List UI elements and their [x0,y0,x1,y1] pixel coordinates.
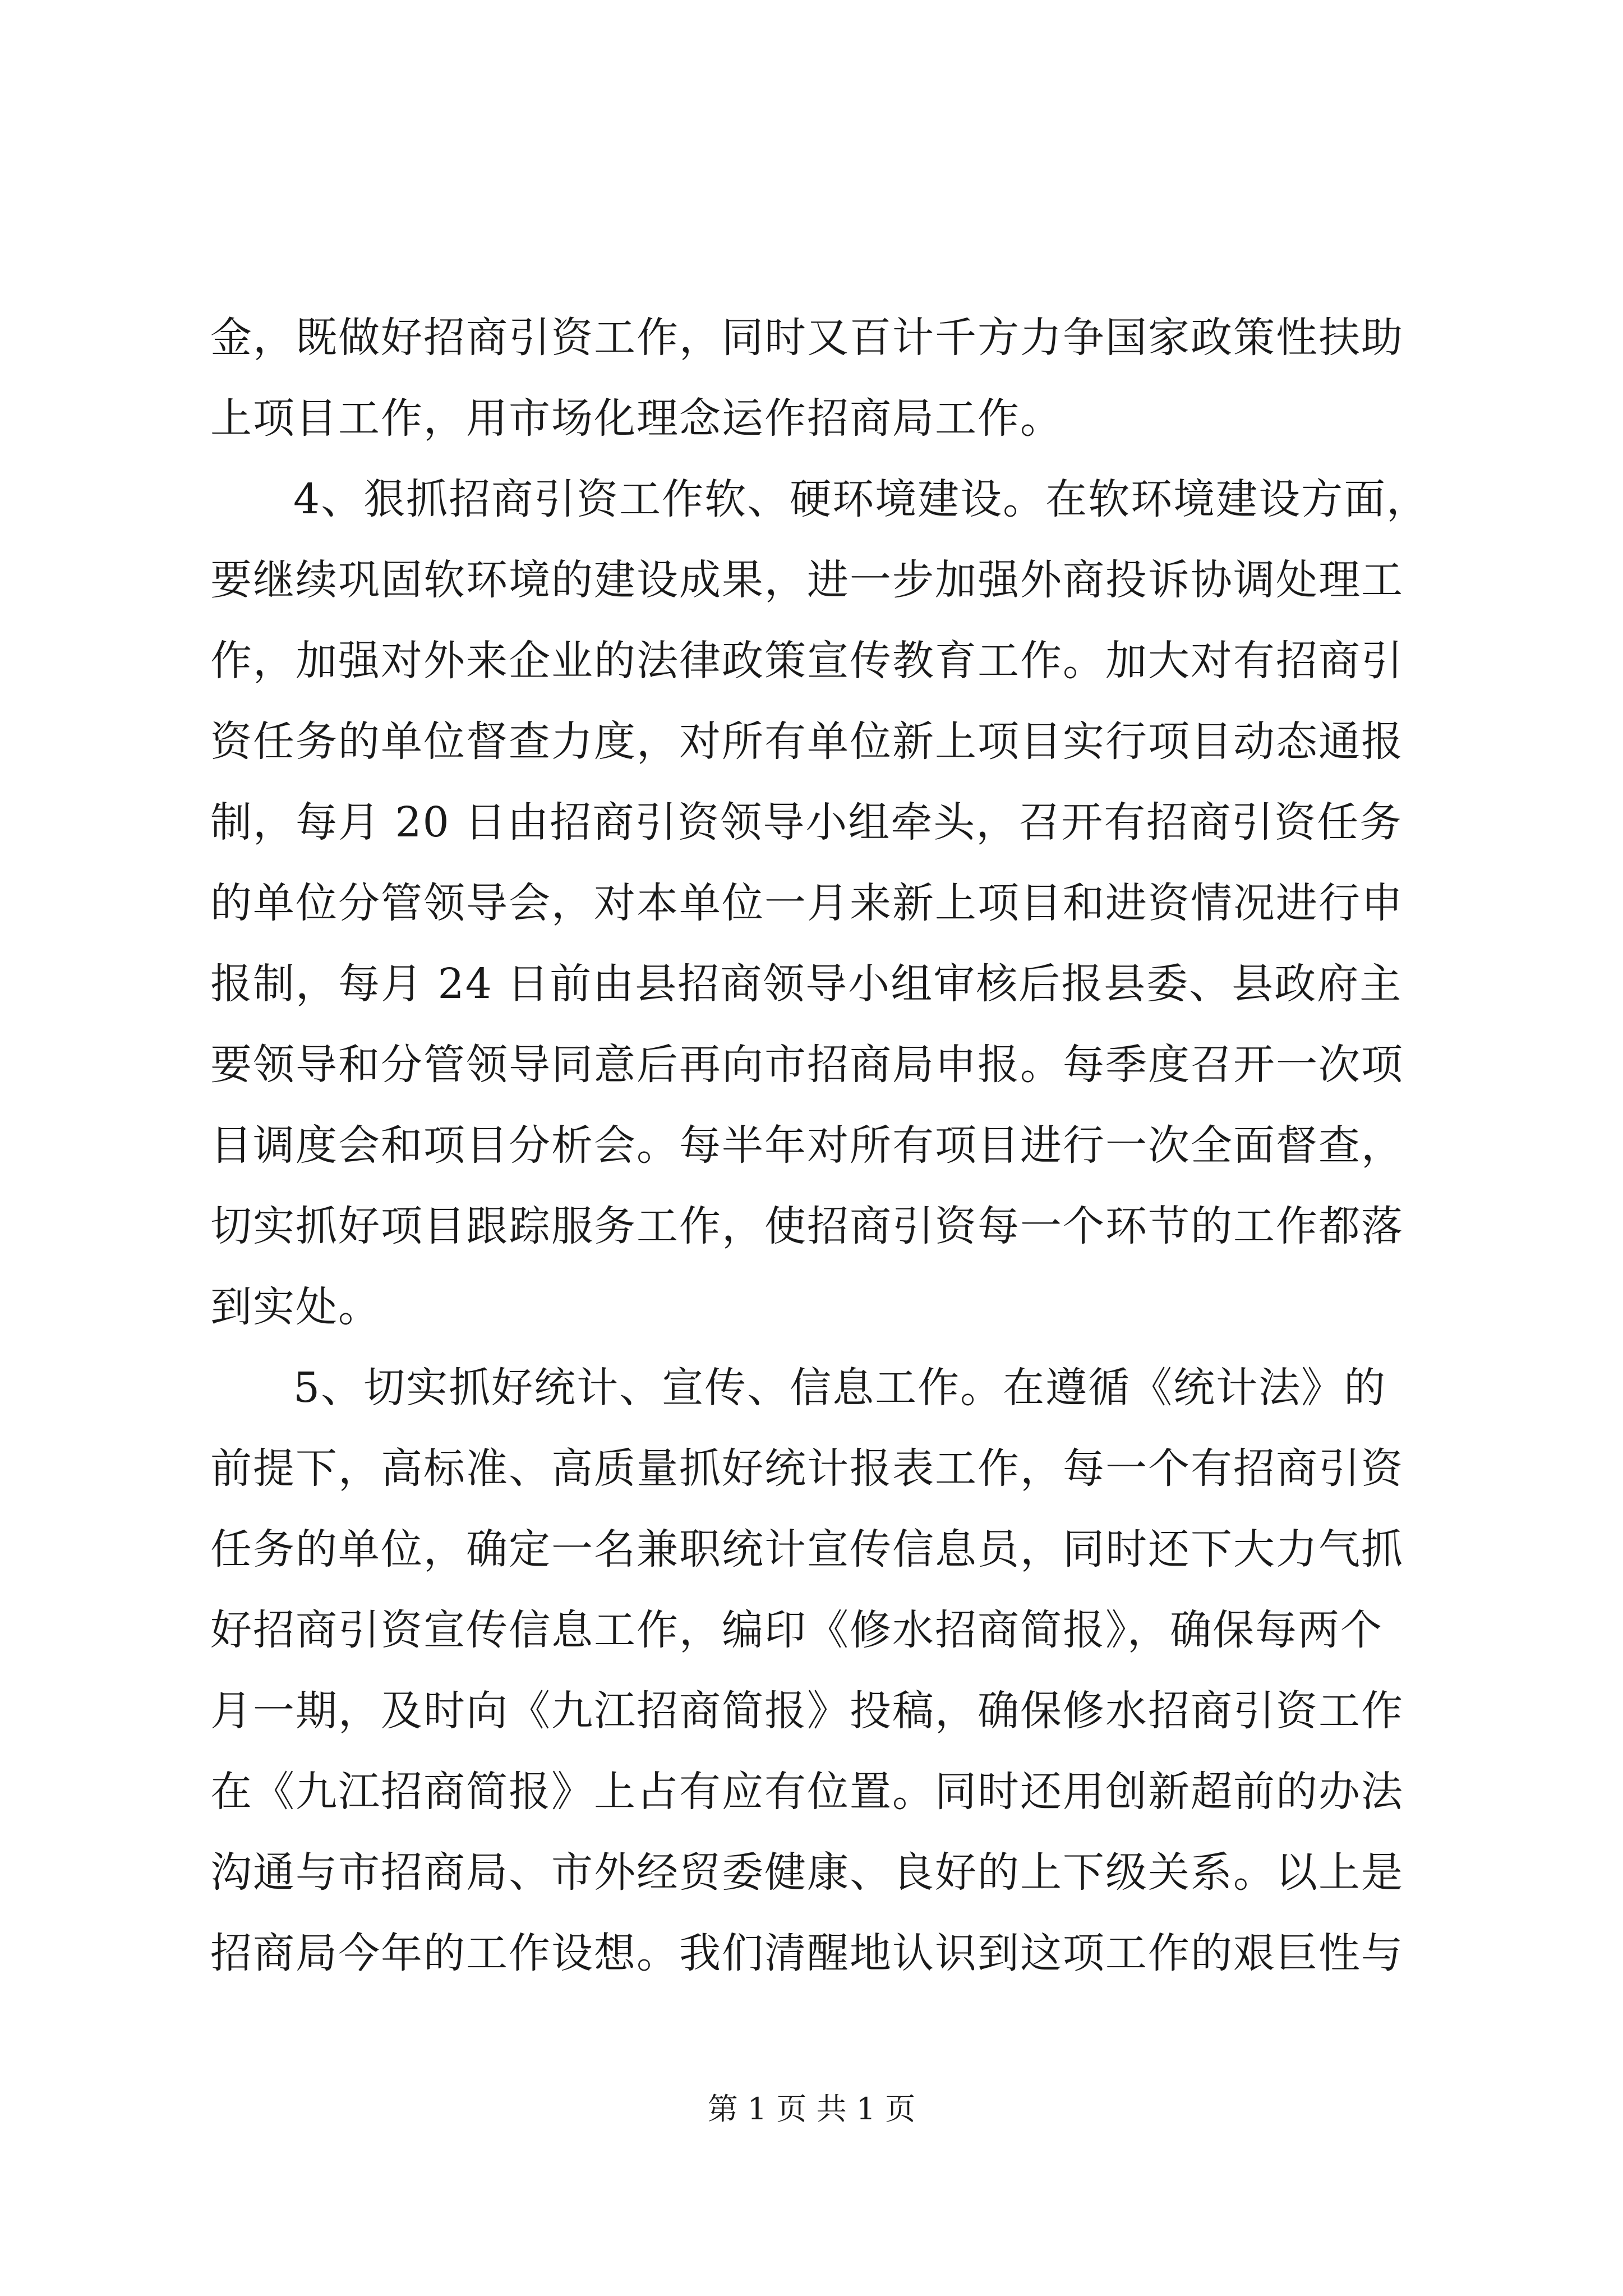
text-line: 目调度会和项目分析会。每半年对所有项目进行一次全面督查， [210,1121,1404,1170]
text-line: 前提下，高标准、高质量抓好统计报表工作，每一个有招商引资 [210,1444,1404,1493]
paragraph-start-line: 5、切实抓好统计、宣传、信息工作。在遵循《统计法》的 [293,1364,1387,1412]
text-line: 在《九江招商简报》上占有应有位置。同时还用创新超前的办法 [210,1768,1404,1816]
text-line: 金，既做好招商引资工作，同时又百计千方力争国家政策性扶助 [210,314,1404,362]
text-line: 制，每月 20 日由招商引资领导小组牵头，召开有招商引资任务 [210,798,1403,846]
text-line: 要继续巩固软环境的建设成果，进一步加强外商投诉协调处理工 [210,556,1404,604]
text-line: 要领导和分管领导同意后再向市招商局申报。每季度召开一次项 [210,1041,1404,1089]
text-line: 沟通与市招商局、市外经贸委健康、良好的上下级关系。以上是 [210,1848,1404,1897]
text-line: 招商局今年的工作设想。我们清醒地认识到这项工作的艰巨性与 [210,1929,1404,1977]
paragraph-start-line: 4、狠抓招商引资工作软、硬环境建设。在软环境建设方面， [293,475,1430,523]
text-line: 上项目工作，用市场化理念运作招商局工作。 [210,394,1063,443]
text-line: 报制，每月 24 日前由县招商领导小组审核后报县委、县政府主 [210,960,1403,1008]
text-line: 资任务的单位督查力度，对所有单位新上项目实行项目动态通报 [210,717,1404,766]
text-line: 到实处。 [210,1283,381,1331]
text-line: 任务的单位，确定一名兼职统计宣传信息员，同时还下大力气抓 [210,1525,1404,1573]
text-line: 作，加强对外来企业的法律政策宣传教育工作。加大对有招商引 [210,637,1404,685]
text-line: 的单位分管领导会，对本单位一月来新上项目和进资情况进行申 [210,879,1404,927]
text-line: 好招商引资宣传信息工作，编印《修水招商简报》，确保每两个 [210,1606,1383,1654]
page-footer: 第 1 页 共 1 页 [707,2091,916,2127]
text-line: 切实抓好项目跟踪服务工作，使招商引资每一个环节的工作都落 [210,1202,1404,1250]
body-text [210,297,1430,1994]
text-line: 月一期，及时向《九江招商简报》投稿，确保修水招商引资工作 [210,1687,1404,1735]
